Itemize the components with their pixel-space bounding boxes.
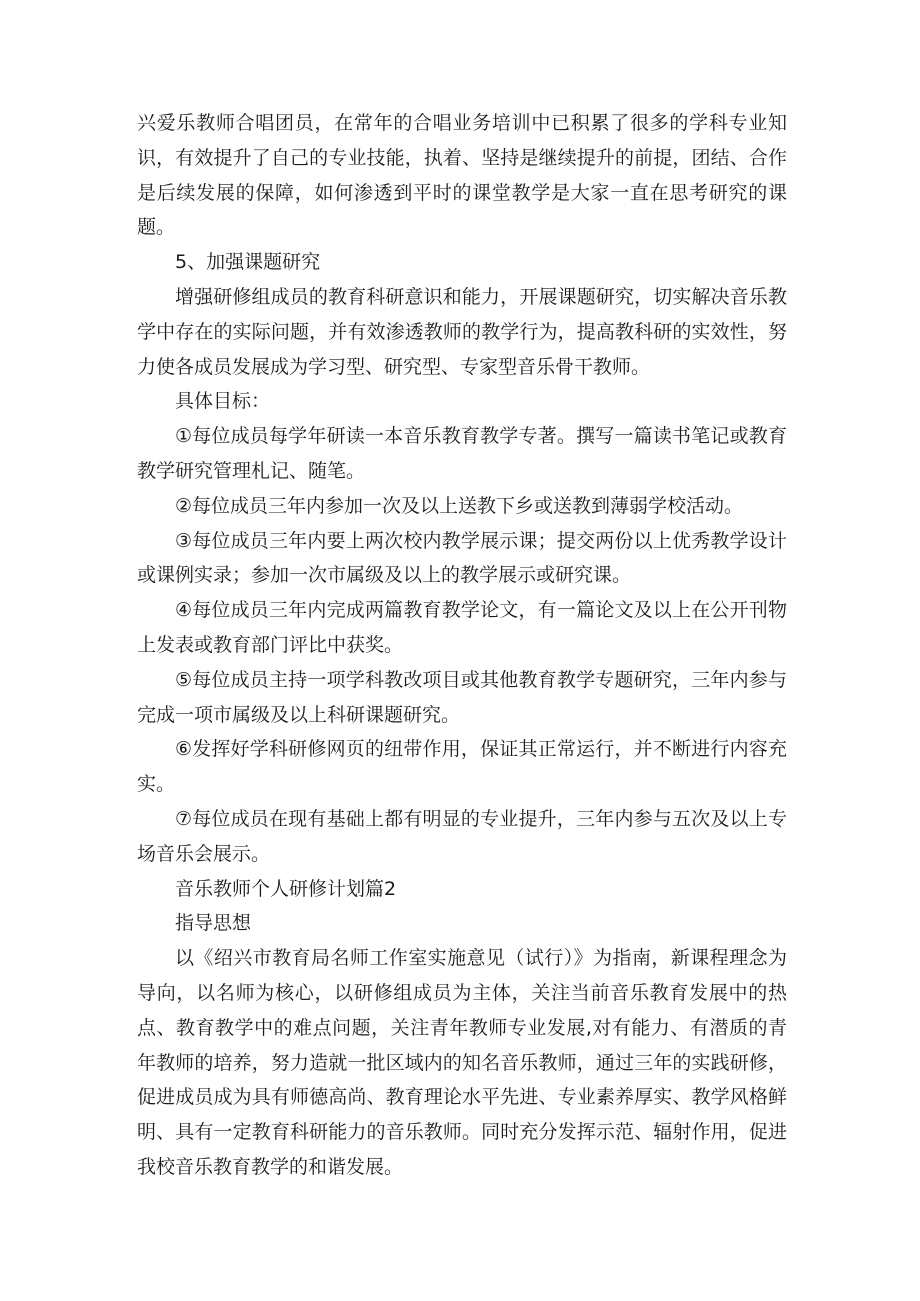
paragraph-research: 增强研修组成员的教育科研意识和能力，开展课题研究，切实解决音乐教学中存在的实际问题，并有效渗透教师的教学行为，提高教科研的实效性，努力使各成员发展成为学习型、研究型、专家型音乐骨干教师。 — [137, 285, 787, 378]
section-title-plan-2: 音乐教师个人研修计划篇2 — [175, 877, 397, 900]
goal-item-2: ②每位成员三年内参加一次及以上送教下乡或送教到薄弱学校活动。 — [175, 494, 744, 517]
goal-item-6: ⑥发挥好学科研修网页的纽带作用，保证其正常运行，并不断进行内容充实。 — [137, 738, 787, 796]
subheading-goals: 具体目标： — [175, 390, 271, 413]
goal-item-5: ⑤每位成员主持一项学科教改项目或其他教育教学专题研究，三年内参与完成一项市属级及以上科研课题研究。 — [137, 668, 787, 726]
subheading-guiding-thought: 指导思想 — [175, 912, 252, 935]
goal-item-7: ⑦每位成员在现有基础上都有明显的专业提升，三年内参与五次及以上专场音乐会展示。 — [137, 807, 787, 865]
goal-item-3: ③每位成员三年内要上两次校内教学展示课；提交两份以上优秀教学设计或课例实录；参加一次市属级及以上的教学展示或研究课。 — [137, 529, 787, 587]
paragraph-continuation: 兴爱乐教师合唱团员，在常年的合唱业务培训中已积累了很多的学科专业知识，有效提升了自己的专业技能，执着、坚持是继续提升的前提，团结、合作是后续发展的保障，如何渗透到平时的课堂教学是大家一直在思考研究的课题。 — [137, 112, 787, 239]
document-body — [137, 106, 787, 1185]
paragraph-guiding-thought: 以《绍兴市教育局名师工作室实施意见（试行）》为指南，新课程理念为导向，以名师为核心，以研修组成员为主体，关注当前音乐教育发展中的热点、教育教学中的难点问题，关注青年教师专业发展,对有能力、有潜质的青年教师的培养，努力造就一批区域内的知名音乐教师，通过三年的实践研修，促进成员成为具有师德高尚、教育理论水平先进、专业素养厚实、教学风格鲜明、具有一定教育科研能力的音乐教师。同时充分发挥示范、辐射作用，促进我校音乐教育教学的和谐发展。 — [137, 947, 787, 1178]
goal-item-1: ①每位成员每学年研读一本音乐教育教学专著。撰写一篇读书笔记或教育教学研究管理札记、随笔。 — [137, 425, 787, 482]
section-heading-research: 5、加强课题研究 — [175, 251, 321, 274]
goal-item-4: ④每位成员三年内完成两篇教育教学论文，有一篇论文及以上在公开刊物上发表或教育部门评比中获奖。 — [137, 599, 787, 656]
